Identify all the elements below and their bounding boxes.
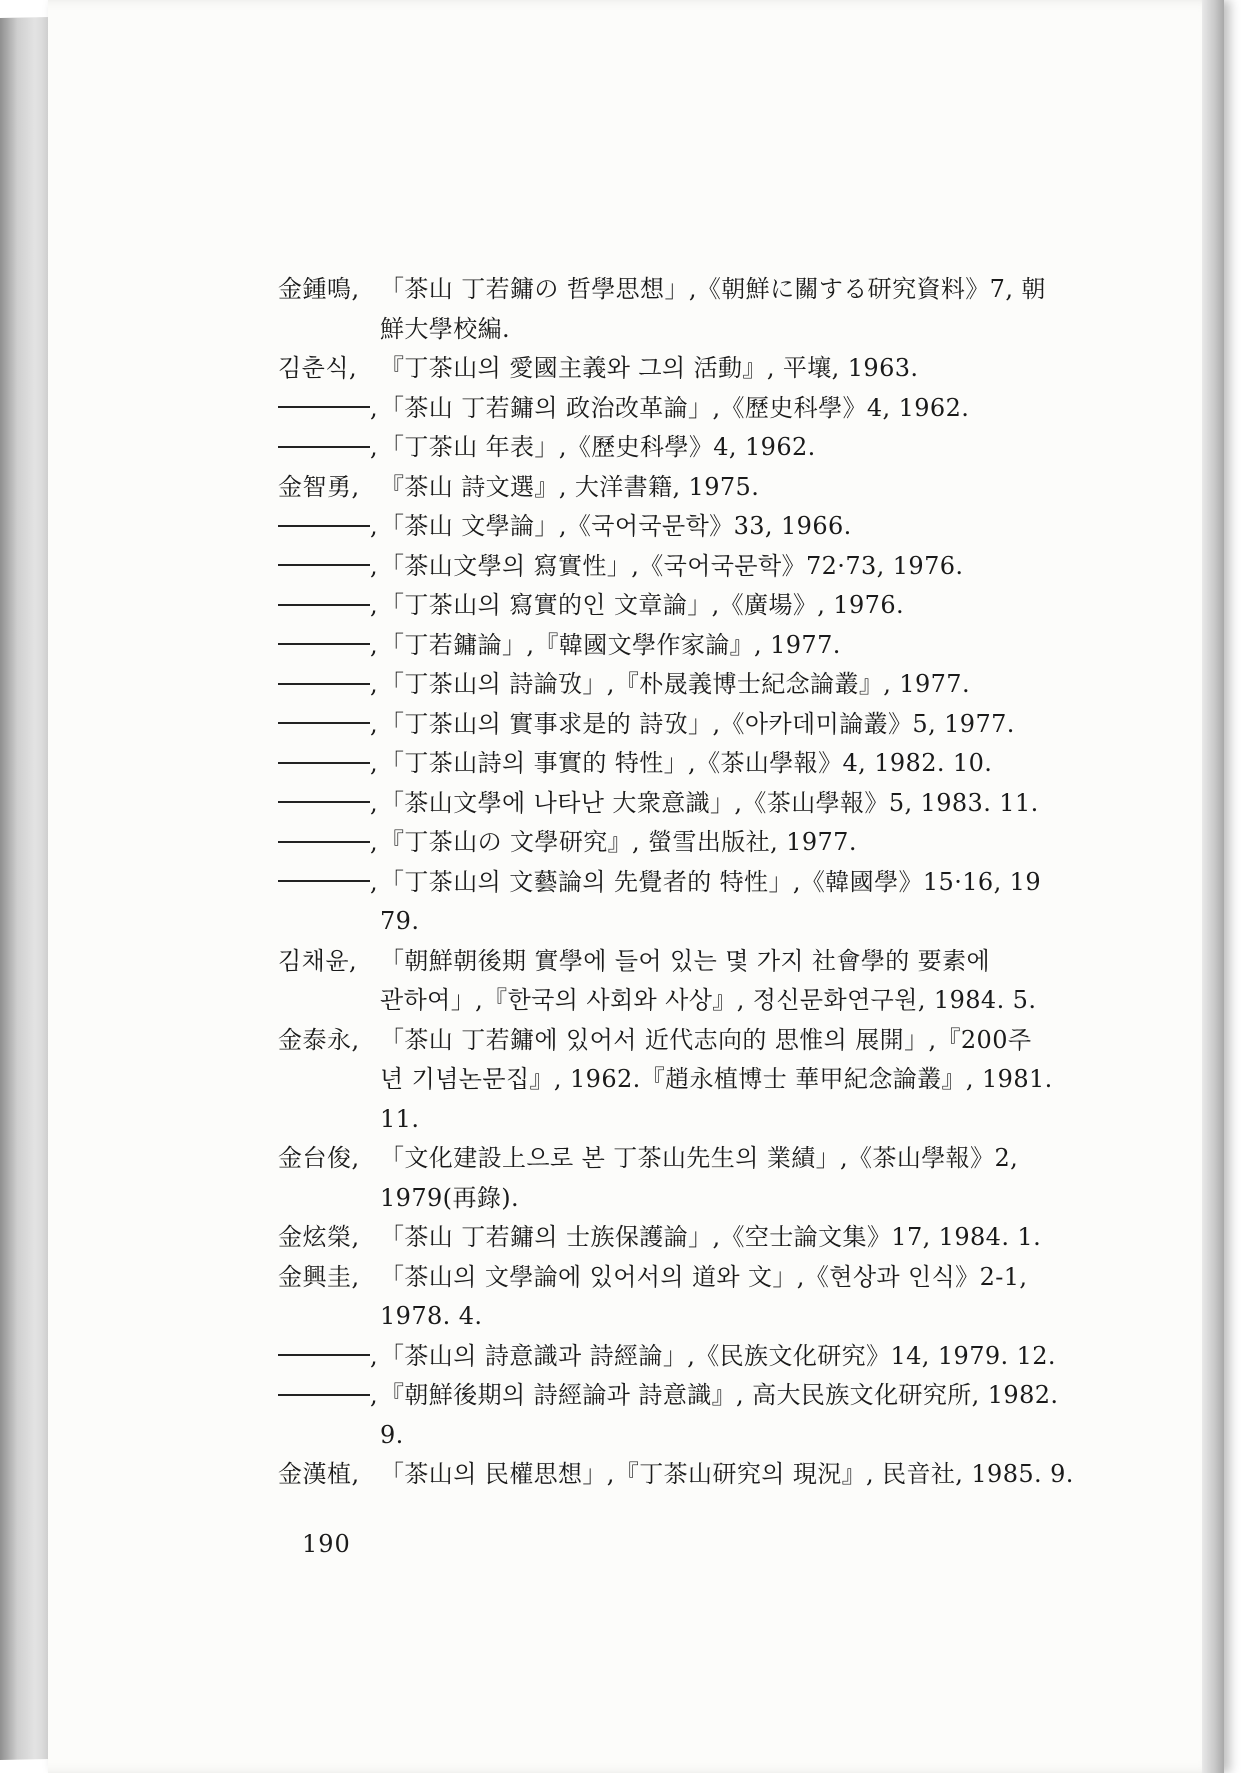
bibliography-entry (278, 823, 1078, 863)
bibliography-entry (278, 468, 1078, 508)
page-number: 190 (302, 1530, 351, 1558)
entry-citation (380, 942, 1078, 1021)
bibliography-entry (278, 389, 1078, 429)
repeated-author-dash: , (278, 744, 380, 784)
entry-author: 김춘식, (278, 354, 358, 382)
citation-line: 「茶山 丁若鏞의 士族保護論」,《空士論文集》17, 1984. 1. (380, 1223, 1042, 1251)
citation-line: 11. (380, 1104, 420, 1133)
ditto-dash (278, 446, 370, 448)
entry-citation (380, 1258, 1078, 1337)
repeated-author-dash: , (278, 1376, 380, 1416)
citation-line: 「丁茶山의 寫實的인 文章論」,《廣場》, 1976. (380, 591, 905, 619)
ditto-dash (278, 643, 370, 645)
ditto-dash (278, 880, 370, 882)
citation-line: 「丁茶山 年表」,《歷史科學》4, 1962. (380, 433, 816, 461)
repeated-author-dash: , (278, 626, 380, 666)
ditto-dash (278, 722, 370, 724)
entry-author: 金炫榮, (278, 1223, 360, 1251)
citation-line: 『丁茶山의 愛國主義와 그의 活動』, 平壤, 1963. (380, 354, 919, 382)
entry-citation (380, 744, 1078, 784)
entry-author: 김채윤, (278, 946, 358, 975)
ditto-dash (278, 762, 370, 764)
entry-author: 金智勇, (278, 472, 360, 501)
repeated-author-dash: , (278, 823, 380, 863)
bibliography-entry (278, 784, 1078, 824)
citation-line: 「茶山 丁若鏞에 있어서 近代志向的 思惟의 展開」,『200주 (380, 1025, 1032, 1054)
page-edge-shadow (1202, 0, 1224, 1773)
bibliography-entry (278, 1258, 1078, 1337)
citation-line: 「文化建設上으로 본 丁茶山先生의 業績」,《茶山學報》2, (380, 1144, 1019, 1172)
repeated-author-dash: , (278, 705, 380, 745)
citation-line: 「朝鮮朝後期 實學에 들어 있는 몇 가지 社會學的 要素에 (380, 946, 991, 975)
citation-line: 「丁若鏞論」,『韓國文學作家論』, 1977. (380, 630, 841, 659)
ditto-dash (278, 604, 370, 606)
entry-citation (380, 705, 1078, 745)
ditto-dash (278, 564, 370, 566)
entry-citation (380, 1021, 1078, 1140)
entry-author: 金台俊, (278, 1144, 360, 1172)
entry-author: 金泰永, (278, 1025, 360, 1054)
entry-citation (380, 507, 1078, 547)
entry-author: 金漢植, (278, 1460, 360, 1488)
bibliography-entry (278, 1376, 1078, 1455)
entry-citation (380, 349, 1078, 389)
entry-citation (380, 468, 1078, 508)
book-spine (0, 17, 51, 1760)
bibliography-entry (278, 547, 1078, 587)
citation-line: 「茶山의 詩意識과 詩經論」,《民族文化研究》14, 1979. 12. (380, 1341, 1056, 1370)
ditto-dash (278, 525, 370, 527)
citation-line: 「茶山文學의 寫實性」,《국어국문학》72·73, 1976. (380, 551, 964, 580)
entry-citation (380, 1455, 1078, 1495)
bibliography-entry (278, 1218, 1078, 1258)
citation-line: 『朝鮮後期의 詩經論과 詩意識』, 高大民族文化研究所, 1982. (380, 1381, 1059, 1409)
citation-line: 「茶山의 民權思想」,『丁茶山研究의 現況』, 民音社, 1985. 9. (380, 1460, 1074, 1488)
citation-line: 「丁茶山의 文藝論의 先覺者的 特性」,《韓國學》15·16, 19 (380, 867, 1041, 896)
repeated-author-dash: , (278, 1337, 380, 1377)
repeated-author-dash: , (278, 863, 380, 903)
citation-line: 9. (380, 1420, 404, 1449)
repeated-author-dash: , (278, 586, 380, 626)
citation-line: 관하여」,『한국의 사회와 사상』, 정신문화연구원, 1984. 5. (380, 986, 1037, 1014)
entry-citation (380, 823, 1078, 863)
bibliography-entry (278, 1455, 1078, 1495)
repeated-author-dash: , (278, 389, 380, 429)
bibliography-entry (278, 705, 1078, 745)
citation-line: 「茶山 丁若鏞의 政治改革論」,《歷史科學》4, 1962. (380, 393, 970, 422)
citation-line: 『茶山 詩文選』, 大洋書籍, 1975. (380, 472, 760, 501)
citation-line: 『丁茶山の 文學研究』, 螢雪出版社, 1977. (380, 828, 857, 856)
citation-line: 79. (380, 907, 420, 935)
entry-citation (380, 547, 1078, 587)
citation-line: 鮮大學校編. (380, 314, 511, 343)
bibliography-entry (278, 270, 1078, 349)
repeated-author-dash: , (278, 547, 380, 587)
bibliography-entry (278, 1021, 1078, 1140)
bibliography-entry (278, 349, 1078, 389)
entry-citation (380, 863, 1078, 942)
repeated-author-dash: , (278, 428, 380, 468)
entry-citation (380, 586, 1078, 626)
entry-citation (380, 1376, 1078, 1455)
bibliography-entry (278, 586, 1078, 626)
citation-line: 「丁茶山의 實事求是的 詩攷」,《아카데미論叢》5, 1977. (380, 709, 1015, 738)
citation-line: 년 기념논문집』, 1962.『趙永植博士 華甲紀念論叢』, 1981. (380, 1065, 1053, 1093)
ditto-dash (278, 801, 370, 803)
entry-citation (380, 270, 1078, 349)
citation-line: 「丁茶山詩의 事實的 特性」,《茶山學報》4, 1982. 10. (380, 749, 993, 777)
citation-line: 「茶山 文學論」,《국어국문학》33, 1966. (380, 512, 852, 540)
entry-citation (380, 389, 1078, 429)
entry-citation (380, 1337, 1078, 1377)
repeated-author-dash: , (278, 665, 380, 705)
entry-citation (380, 1218, 1078, 1258)
entry-author: 金鍾鳴, (278, 275, 360, 303)
citation-line: 「茶山의 文學論에 있어서의 道와 文」,《현상과 인식》2-1, (380, 1262, 1028, 1291)
ditto-dash (278, 406, 370, 408)
bibliography-entry (278, 1337, 1078, 1377)
citation-line: 「茶山 丁若鏞の 哲學思想」,《朝鮮に關する研究資料》7, 朝 (380, 275, 1046, 303)
bibliography-entry (278, 507, 1078, 547)
bibliography-entry (278, 744, 1078, 784)
citation-line: 1979(再錄). (380, 1183, 520, 1212)
ditto-dash (278, 1394, 370, 1396)
entry-citation (380, 626, 1078, 666)
citation-line: 「茶山文學에 나타난 大衆意識」,《茶山學報》5, 1983. 11. (380, 788, 1039, 817)
bibliography-entry (278, 942, 1078, 1021)
repeated-author-dash: , (278, 784, 380, 824)
ditto-dash (278, 683, 370, 685)
entry-author: 金興圭, (278, 1262, 360, 1291)
entry-citation (380, 665, 1078, 705)
entry-citation (380, 428, 1078, 468)
bibliography-entry (278, 428, 1078, 468)
citation-line: 「丁茶山의 詩論攷」,『朴晟義博士紀念論叢』, 1977. (380, 670, 971, 698)
bibliography-list (278, 270, 1078, 1495)
entry-citation (380, 784, 1078, 824)
entry-citation (380, 1139, 1078, 1218)
ditto-dash (278, 1354, 370, 1356)
bibliography-entry (278, 665, 1078, 705)
citation-line: 1978. 4. (380, 1302, 483, 1330)
bibliography-entry (278, 863, 1078, 942)
repeated-author-dash: , (278, 507, 380, 547)
bibliography-entry (278, 626, 1078, 666)
bibliography-entry (278, 1139, 1078, 1218)
ditto-dash (278, 841, 370, 843)
